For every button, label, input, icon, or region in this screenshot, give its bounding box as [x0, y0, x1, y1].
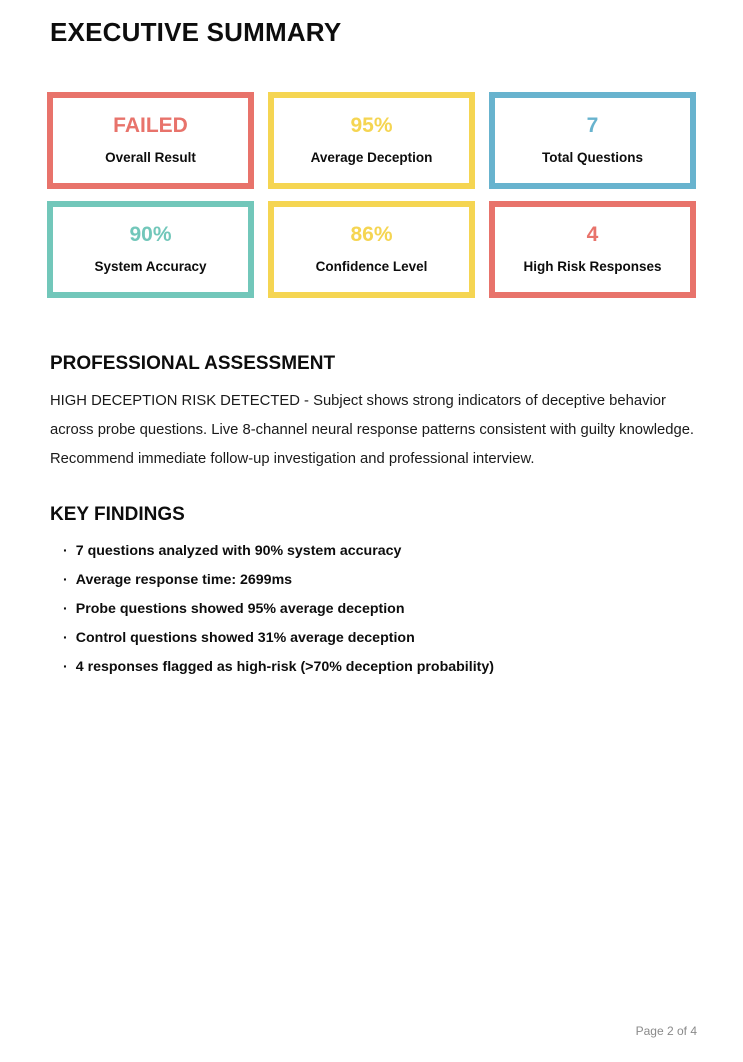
bullet-icon: · — [63, 659, 68, 676]
stat-card-value: 95% — [350, 114, 393, 138]
page-number: Page 2 of 4 — [635, 1024, 697, 1038]
section-heading-professional-assessment: PROFESSIONAL ASSESSMENT — [50, 352, 336, 374]
finding-item — [63, 601, 696, 618]
stat-card-label: System Accuracy — [94, 259, 207, 275]
finding-text: 7 questions analyzed with 90% system accuracy — [75, 543, 402, 560]
finding-item — [63, 572, 696, 589]
finding-item — [63, 630, 696, 647]
stat-card-value: 4 — [586, 223, 599, 247]
bullet-icon: · — [63, 630, 68, 647]
stat-card-high-risk-responses — [489, 201, 696, 298]
finding-text: Average response time: 2699ms — [75, 572, 293, 589]
stat-card-label: Average Deception — [310, 150, 433, 166]
finding-item — [63, 543, 696, 560]
page-title: EXECUTIVE SUMMARY — [50, 17, 342, 47]
finding-text: 4 responses flagged as high-risk (>70% deception probability) — [75, 659, 494, 676]
stat-card-grid — [47, 92, 696, 298]
stat-card-system-accuracy — [47, 201, 254, 298]
stat-card-value: 7 — [586, 114, 599, 138]
stat-card-label: Overall Result — [105, 150, 196, 166]
stat-card-overall-result — [47, 92, 254, 189]
stat-card-confidence-level — [268, 201, 475, 298]
bullet-icon: · — [63, 572, 68, 589]
section-heading-key-findings: KEY FINDINGS — [50, 504, 185, 526]
stat-card-value: 90% — [129, 223, 172, 247]
bullet-icon: · — [63, 601, 68, 618]
assessment-text: HIGH DECEPTION RISK DETECTED - Subject shows strong indicators of deceptive behavior across probe questions. Live 8-channel neural response patterns consistent with guilty knowledge. Recommend immediate follow-up investigation and professional interview. — [50, 393, 695, 468]
stat-card-value: FAILED — [113, 114, 188, 138]
findings-list — [63, 543, 696, 676]
stat-card-label: Total Questions — [541, 150, 643, 166]
stat-card-value: 86% — [350, 223, 393, 247]
stat-card-label: High Risk Responses — [523, 259, 662, 275]
stat-card-average-deception — [268, 92, 475, 189]
bullet-icon: · — [63, 543, 68, 560]
finding-text: Control questions showed 31% average deception — [75, 630, 415, 647]
finding-item — [63, 659, 696, 676]
stat-card-total-questions — [489, 92, 696, 189]
report-page — [0, 18, 743, 676]
stat-card-label: Confidence Level — [315, 259, 428, 275]
finding-text: Probe questions showed 95% average deception — [75, 601, 405, 618]
